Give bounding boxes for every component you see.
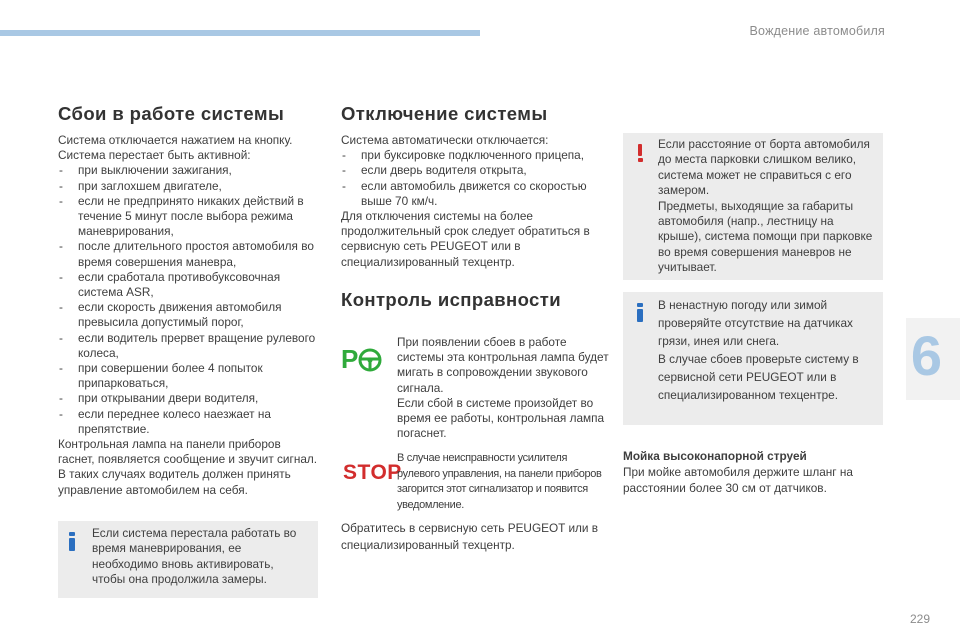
list-item: - если переднее колесо наезжает на препятствие. (59, 406, 271, 436)
washing-text: При мойке автомобиля держите шланг на расстоянии более 30 см от датчиков. (623, 465, 853, 495)
warning-box (623, 133, 883, 280)
deactivation-outro: Для отключения системы на более продолжительный срок следует обратиться в сервисную сеть PEUGEOT или в специализированный техцентр. (341, 209, 590, 269)
svg-text:P: P (341, 344, 359, 374)
faults-intro-1: Система отключается нажатием на кнопку. (58, 133, 293, 147)
washing-section (623, 448, 885, 496)
section-header: Вождение автомобиля (749, 24, 885, 38)
parking-steering-lamp-icon (341, 344, 385, 376)
list-item: - при выключении зажигания, (59, 163, 232, 178)
faults-info-text: Если система перестала работать во время маневрирования, ее необходимо вновь активировать, чтобы она продолжила замеры. (92, 526, 297, 587)
faults-title: Сбои в работе системы (58, 103, 285, 124)
chapter-number: 6 (910, 324, 942, 387)
warning-icon (637, 144, 643, 162)
info-icon (69, 532, 75, 551)
monitoring-lamp-text (397, 335, 609, 441)
stop-text: В случае неисправности усилителя рулевого управления, на панели приборов загорится этот сигнализатор и появится уведомление. (397, 452, 602, 511)
page-number: 229 (909, 612, 930, 626)
header-accent-bar (0, 30, 480, 36)
info-icon (637, 303, 643, 322)
faults-info-box (58, 521, 318, 598)
list-item: - если водитель прервет вращение рулевого колеса, (59, 330, 316, 360)
monitoring-title: Контроль исправности (341, 289, 561, 310)
deactivation-intro: Система автоматически отключается: (341, 133, 549, 147)
faults-outro-2: В таких случаях водитель должен принять управление автомобилем на себя. (58, 467, 291, 497)
list-item: - если не предпринято никаких действий в течение 5 минут после выбора режима маневрирования, (59, 193, 304, 239)
list-item: - после длительного простоя автомобиля во время совершения маневра, (59, 239, 314, 269)
list-item: - если скорость движения автомобиля превысила допустимый порог, (59, 300, 282, 330)
deactivation-title: Отключение системы (341, 103, 548, 124)
faults-intro-2: Система перестает быть активной: (58, 148, 251, 163)
warning-text (658, 137, 876, 276)
weather-info-box (623, 292, 883, 425)
list-item: - при открывании двери водителя, (59, 391, 259, 406)
list-item: - если дверь водителя открыта, (342, 163, 527, 178)
lamp-text-1: При появлении сбоев в работе системы эта контрольная лампа будет мигать в сопровождении звукового сигнала. (397, 335, 609, 395)
list-item: - при заглохшем двигателе, (59, 178, 222, 193)
list-item: - при буксировке подключенного прицепа, (342, 148, 584, 163)
deactivation-body (341, 133, 609, 270)
faults-outro-1: Контрольная лампа на панели приборов гаснет, появляется сообщение и звучит сигнал. (58, 437, 318, 467)
weather-text-1: В ненастную погоду или зимой проверяйте отсутствие на датчиках грязи, инея или снега. (658, 298, 853, 348)
list-item: - если автомобиль движется со скоростью выше 70 км/ч. (342, 178, 587, 208)
list-item: - если сработала противобуксовочная система ASR, (59, 269, 281, 300)
warning-text-1: Если расстояние от борта автомобиля до места парковки слишком велико, система может не справиться с его замером. (658, 137, 870, 198)
lamp-text-2: Если сбой в системе произойдет во время ее работы, контрольная лампа погаснет. (397, 395, 605, 441)
washing-title: Мойка высоконапорной струей (623, 449, 807, 463)
monitoring-contact: Обратитесь в сервисную сеть PEUGEOT или в специализированный техцентр. (341, 521, 599, 552)
stop-icon: STOP (343, 461, 402, 484)
faults-body (58, 133, 320, 498)
weather-text-2: В случае сбоев проверьте систему в сервисной сети PEUGEOT или в специализированном техцентре. (658, 352, 859, 402)
list-item: - при совершении более 4 попыток припарковаться, (59, 361, 263, 391)
warning-text-2: Предметы, выходящие за габариты автомобиля (напр., лестницу на крыше), система помощи при парковке во время совершения маневров не учитывает. (658, 198, 873, 275)
weather-text (658, 296, 876, 404)
